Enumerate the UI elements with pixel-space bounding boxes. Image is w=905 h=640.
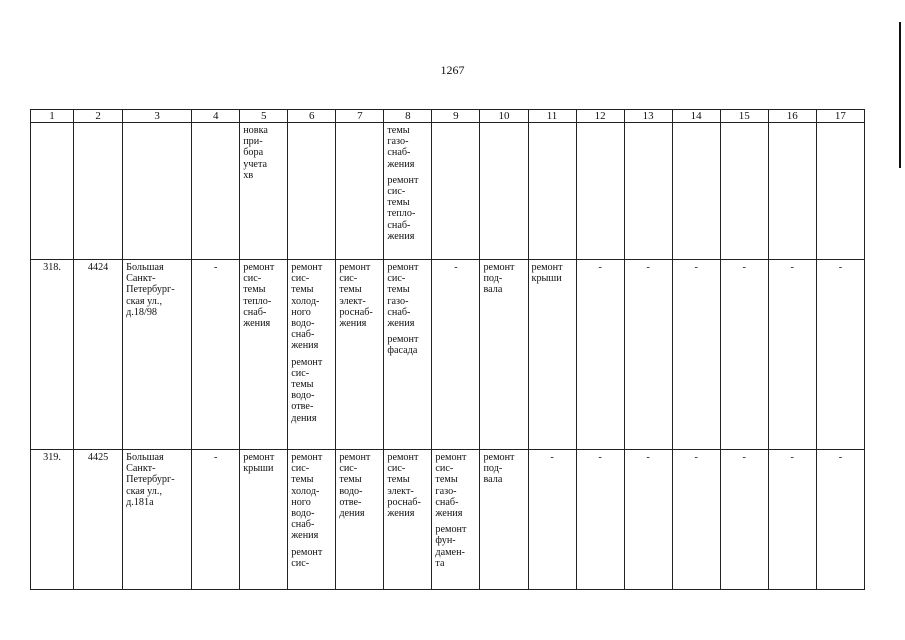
header-row <box>31 110 865 123</box>
table-cell: - <box>192 450 240 590</box>
table-cell: - <box>624 450 672 590</box>
table-cell <box>384 260 432 450</box>
cell-text: темы газо- снаб- жения <box>387 125 415 170</box>
table-cell: Большая Санкт- Петербург- ская ул., д.18/98 <box>123 260 192 450</box>
table-cell <box>528 450 576 590</box>
table-cell <box>240 123 288 260</box>
table-cell: - <box>816 450 864 590</box>
cell-text: ремонт сис- темы холод- ного водо- снаб- жения <box>291 452 323 542</box>
cell-text: ремонт фун- дамен- та <box>435 524 467 569</box>
cell-text: ремонт сис- <box>291 546 323 569</box>
cell-text: ремонт сис- темы газо- снаб- жения <box>387 262 419 330</box>
table-cell: - <box>720 260 768 450</box>
column-number-1: 1 <box>31 110 74 123</box>
column-number-14: 14 <box>672 110 720 123</box>
table-cell: - <box>576 260 624 450</box>
cell-text: ремонт фасада <box>387 334 419 357</box>
table-cell <box>288 450 336 590</box>
column-number-3: 3 <box>123 110 192 123</box>
page-number: 1267 <box>440 63 465 77</box>
column-number-7: 7 <box>336 110 384 123</box>
column-number-4: 4 <box>192 110 240 123</box>
cell-text: - <box>550 452 554 463</box>
table-cell <box>432 123 480 260</box>
table-cell <box>384 450 432 590</box>
table-cell: - <box>192 260 240 450</box>
cell-text: ремонт крыши <box>243 452 275 475</box>
column-number-12: 12 <box>576 110 624 123</box>
table-cell <box>672 123 720 260</box>
table-cell <box>74 123 123 260</box>
table-cell: - <box>768 450 816 590</box>
cell-text: ремонт сис- темы тепло- снаб- жения <box>387 174 419 242</box>
cell-text: новка при- бора учета хв <box>243 125 268 181</box>
table-cell <box>336 260 384 450</box>
column-number-9: 9 <box>432 110 480 123</box>
table-cell <box>624 123 672 260</box>
cell-text: ремонт сис- темы газо- снаб- жения <box>435 452 467 520</box>
table-cell <box>528 123 576 260</box>
table-cell <box>336 123 384 260</box>
table-row <box>31 123 865 260</box>
cell-text: ремонт сис- темы водо- отве- дения <box>339 452 371 520</box>
cell-text: ремонт сис- темы элект- роснаб- жения <box>387 452 421 520</box>
cell-text: ремонт сис- темы элект- роснаб- жения <box>339 262 373 330</box>
cell-text: - <box>454 262 458 273</box>
table-cell <box>432 260 480 450</box>
cell-text: ремонт сис- темы холод- ного водо- снаб- жения <box>291 262 323 352</box>
table-row <box>31 260 865 450</box>
table-cell: - <box>768 260 816 450</box>
table-cell <box>768 123 816 260</box>
table-cell <box>576 123 624 260</box>
column-number-8: 8 <box>384 110 432 123</box>
table-cell <box>31 123 74 260</box>
table-cell: 319. <box>31 450 74 590</box>
table-cell <box>288 123 336 260</box>
column-number-6: 6 <box>288 110 336 123</box>
table-cell <box>240 450 288 590</box>
table-cell <box>192 123 240 260</box>
table-cell <box>288 260 336 450</box>
table-cell: - <box>624 260 672 450</box>
table-cell <box>123 123 192 260</box>
table-cell <box>480 260 528 450</box>
table-cell: - <box>576 450 624 590</box>
column-number-5: 5 <box>240 110 288 123</box>
column-number-11: 11 <box>528 110 576 123</box>
table-cell <box>336 450 384 590</box>
table-cell <box>528 260 576 450</box>
cell-text: ремонт сис- темы тепло- снаб- жения <box>243 262 275 330</box>
table-cell: Большая Санкт- Петербург- ская ул., д.181а <box>123 450 192 590</box>
table-cell <box>720 123 768 260</box>
table-cell <box>432 450 480 590</box>
table-row <box>31 450 865 590</box>
cell-text: ремонт крыши <box>531 262 563 285</box>
table-cell: 4424 <box>74 260 123 450</box>
table-cell <box>480 123 528 260</box>
column-number-15: 15 <box>720 110 768 123</box>
column-number-2: 2 <box>74 110 123 123</box>
table-cell: - <box>816 260 864 450</box>
table-cell <box>240 260 288 450</box>
table-cell <box>384 123 432 260</box>
table-cell: 4425 <box>74 450 123 590</box>
table-cell <box>816 123 864 260</box>
table-cell: - <box>672 450 720 590</box>
cell-text: ремонт под- вала <box>483 262 515 296</box>
table-cell: - <box>720 450 768 590</box>
column-number-16: 16 <box>768 110 816 123</box>
margin-rule <box>899 22 901 168</box>
column-number-13: 13 <box>624 110 672 123</box>
table-cell: - <box>672 260 720 450</box>
cell-text: ремонт сис- темы водо- отве- дения <box>291 356 323 424</box>
column-number-17: 17 <box>816 110 864 123</box>
column-number-10: 10 <box>480 110 528 123</box>
table-cell <box>480 450 528 590</box>
table-cell: 318. <box>31 260 74 450</box>
work-schedule-table <box>30 109 865 590</box>
cell-text: ремонт под- вала <box>483 452 515 486</box>
